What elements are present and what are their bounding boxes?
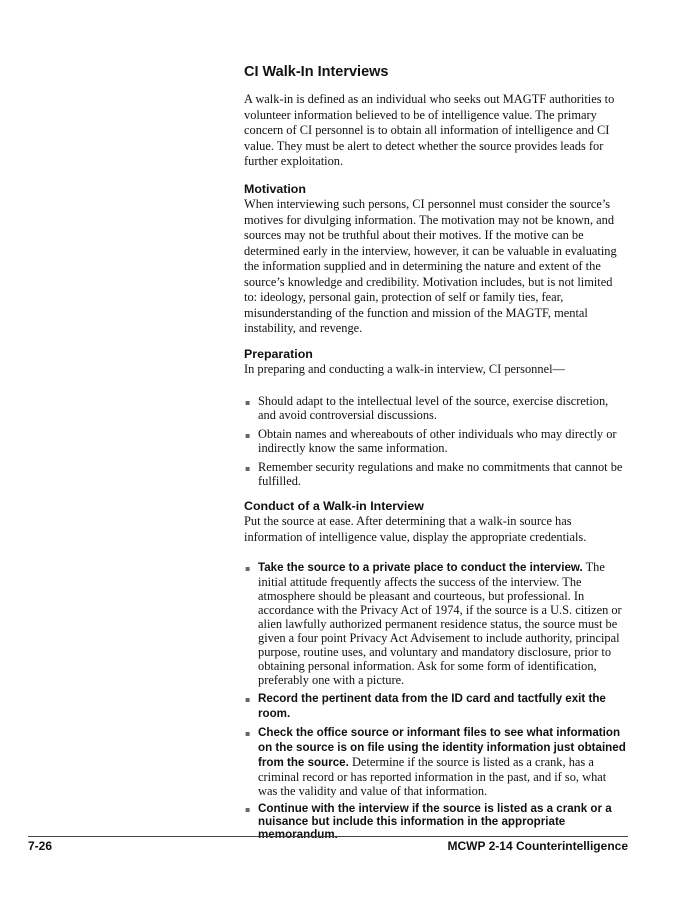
- footer-divider: [28, 836, 628, 837]
- preparation-paragraph: In preparing and conducting a walk-in interview, CI personnel—: [244, 362, 565, 376]
- list-item: [244, 691, 628, 721]
- conduct-heading: Conduct of a Walk-in Interview: [244, 499, 424, 513]
- list-item-text: Remember security regulations and make no commitments that cannot be fulfilled.: [258, 460, 623, 488]
- list-item: [244, 394, 628, 422]
- list-item: [244, 560, 628, 687]
- bullet-icon: ▪: [245, 805, 251, 814]
- list-item-lead: Take the source to a private place to conduct the interview.: [258, 561, 583, 574]
- bullet-icon: ▪: [245, 564, 251, 573]
- bullet-icon: ▪: [245, 695, 251, 704]
- motivation-paragraph: When interviewing such persons, CI personnel must consider the source’s motives for divulging information. The motivation may not be known, and sources may not be truthful about their motives. If the motive can be determined early in the interview, however, it can be valuable in evaluating the information supplied and in determining the nature and extent of the source’s knowledge and credibility. Motivation includes, but is not limited to: ideology, personal gain, protection of self or family ties, fear, misunderstanding of the function and mission of the MAGTF, mental instability, and revenge.: [244, 197, 617, 335]
- conduct-paragraph: Put the source at ease. After determining that a walk-in source has information of intelligence value, display the appropriate credentials.: [244, 514, 587, 544]
- bullet-icon: ▪: [245, 464, 251, 473]
- bullet-icon: ▪: [245, 729, 251, 738]
- intro-paragraph: A walk-in is defined as an individual who seeks out MAGTF authorities to volunteer information believed to be of intelligence value. The primary concern of CI personnel is to obtain all information of intelligence and CI value. They must be alert to detect whether the source provides leads for further exploitation.: [244, 92, 615, 168]
- list-item: [244, 725, 628, 798]
- section-title: CI Walk-In Interviews: [244, 64, 389, 80]
- bullet-icon: ▪: [245, 398, 251, 407]
- list-item-lead: Check the office source or informant files to see what information on the source is on file using the identity information just obtained from the source.: [258, 726, 626, 769]
- list-item-text: The initial attitude frequently affects the success of the interview. The atmosphere should be pleasant and courteous, but professional. In accordance with the Privacy Act of 1974, if the source is a U.S. citizen or alien lawfully authorized permanent residence status, the source must be given a four point Privacy Act Advisement to include authority, principal purpose, routine uses, and voluntary and mandatory disclosure, prior to obtaining personal information. Ask for some form of identification, preferably one with a picture.: [258, 560, 622, 687]
- list-item-text: Determine if the source is listed as a crank, has a criminal record or has reported information in the past, and if so, what was the validity and value of that information.: [258, 755, 607, 798]
- list-item-text: Obtain names and whereabouts of other individuals who may directly or indirectly know the same information.: [258, 427, 617, 455]
- list-item-lead: Continue with the interview if the source is listed as a crank or a nuisance but include this information in the appropriate memorandum.: [258, 802, 612, 841]
- preparation-list: [244, 394, 628, 488]
- page-number: 7-26: [28, 839, 53, 853]
- list-item-text: Should adapt to the intellectual level of the source, exercise discretion, and avoid controversial discussions.: [258, 394, 609, 422]
- conduct-list: [244, 560, 628, 841]
- publication-title: MCWP 2-14 Counterintelligence: [447, 839, 628, 853]
- bullet-icon: ▪: [245, 431, 251, 440]
- list-item-lead: Record the pertinent data from the ID card and tactfully exit the room.: [258, 692, 606, 720]
- motivation-heading: Motivation: [244, 182, 306, 196]
- preparation-heading: Preparation: [244, 347, 313, 361]
- list-item: [244, 427, 628, 455]
- list-item: [244, 460, 628, 488]
